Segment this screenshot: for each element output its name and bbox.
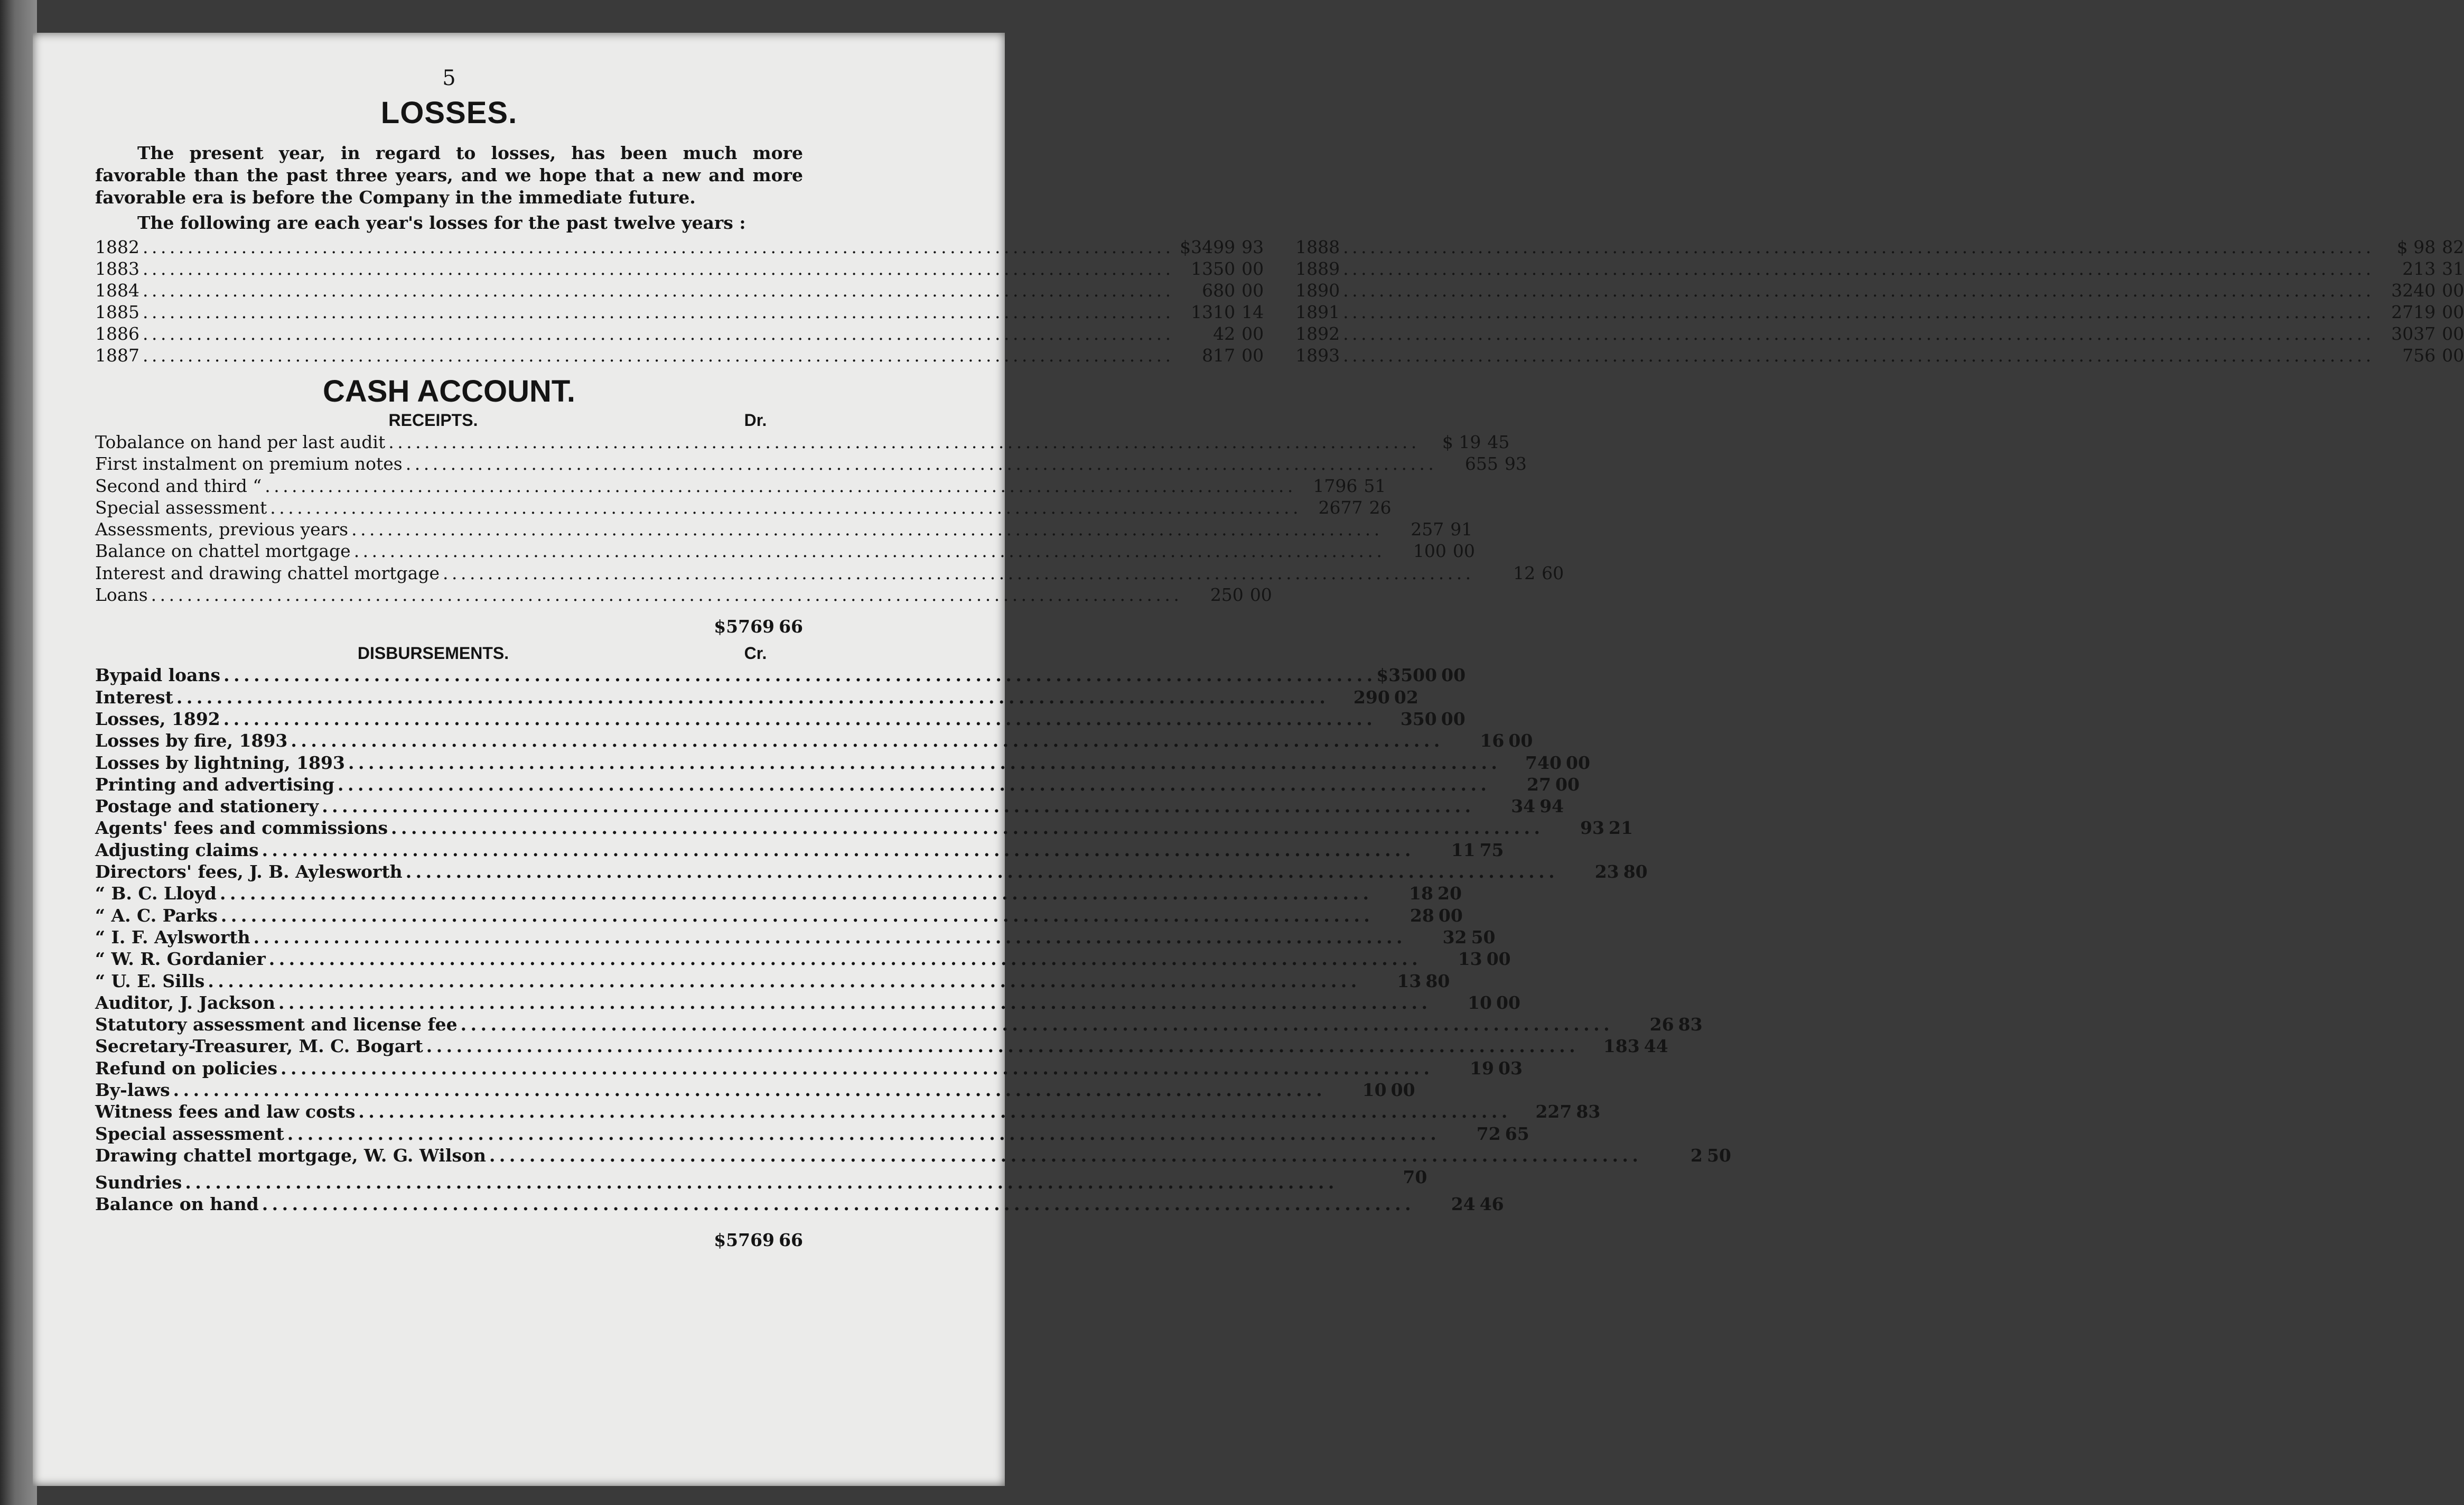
ledger-dollars: 655 <box>1464 453 1498 475</box>
ledger-label: “ B. C. Lloyd <box>95 883 217 904</box>
ledger-cents: 83 <box>1678 1014 1703 1035</box>
ledger-dollars: 19 <box>1470 1057 1494 1079</box>
ledger-label: Special assessment <box>95 497 267 518</box>
ledger-cents: 00 <box>1452 541 1475 562</box>
ledger-label: Adjusting claims <box>95 839 259 860</box>
leader-dots <box>287 1123 1435 1145</box>
ledger-dollars: 24 <box>1451 1193 1476 1214</box>
adjacent-page-edge <box>0 0 37 1505</box>
leader-dots <box>254 926 1402 948</box>
receipts-heading-row <box>95 409 803 431</box>
ledger-cents: 93 <box>1504 453 1527 475</box>
ledger-cents: 94 <box>1539 796 1564 817</box>
receipts-total-row <box>95 616 803 637</box>
losses-intro-text: The following are each year's losses for the past twelve years : <box>137 212 746 233</box>
loss-year-row <box>95 258 1264 280</box>
loss-year-row <box>1295 280 2464 301</box>
ledger-dollars: 257 <box>1411 519 1444 540</box>
ledger-label: Interest <box>95 686 173 708</box>
ledger-row <box>95 686 1418 708</box>
ledger-label: Agents' fees and commissions <box>95 817 388 839</box>
loss-year: 1882 <box>95 237 139 257</box>
ledger-dollars: 13 <box>1397 970 1422 991</box>
leader-dots <box>173 1079 1321 1101</box>
loss-cents: 93 <box>1242 237 1264 257</box>
loss-year: 1883 <box>95 258 139 279</box>
ledger-cents: 00 <box>1390 1080 1415 1101</box>
ledger-cents: 45 <box>1487 432 1510 452</box>
leader-dots <box>322 795 1470 817</box>
ledger-dollars: 72 <box>1476 1123 1501 1144</box>
ledger-dollars: 27 <box>1526 774 1551 795</box>
ledger-cents: 00 <box>1508 730 1533 751</box>
leader-dots <box>143 301 1170 323</box>
ledger-cents: 44 <box>1644 1036 1668 1057</box>
cash-account-title: CASH ACCOUNT. <box>323 374 575 408</box>
leader-dots <box>426 1035 1574 1057</box>
loss-year-row <box>95 301 1264 323</box>
ledger-label: Postage and stationery <box>95 796 319 817</box>
ledger-row <box>95 861 1648 882</box>
leader-dots <box>269 948 1417 970</box>
ledger-cents: 50 <box>1471 926 1496 947</box>
loss-year: 1888 <box>1295 237 1340 257</box>
ledger-dollars: 2 <box>1690 1145 1703 1166</box>
ledger-dollars: $ 19 <box>1442 432 1481 452</box>
ledger-dollars: $3500 <box>1376 665 1438 686</box>
ledger-cents: 00 <box>1249 584 1272 606</box>
ledger-cents: 00 <box>1441 708 1466 729</box>
ledger-dollars <box>1336 1166 1398 1188</box>
losses-paragraph <box>95 142 803 209</box>
leader-dots <box>391 817 1539 839</box>
ledger-label: First instalment on premium notes <box>95 453 403 475</box>
loss-year: 1885 <box>95 302 139 322</box>
leader-dots <box>176 686 1324 708</box>
loss-dollars: 1350 <box>1191 258 1236 279</box>
loss-year-row <box>1295 345 2464 366</box>
leader-dots <box>143 258 1170 280</box>
ledger-row <box>95 584 1272 606</box>
leader-dots <box>1343 280 2370 301</box>
ledger-dollars: 10 <box>1468 992 1492 1013</box>
ledger-dollars: 10 <box>1362 1080 1387 1101</box>
ledger-row <box>95 730 1533 751</box>
leader-dots <box>143 323 1170 345</box>
loss-year-row <box>95 345 1264 366</box>
ledger-label: Balance on hand <box>95 1193 259 1214</box>
ledger-dollars: 740 <box>1525 752 1562 773</box>
ledger-cents: 03 <box>1498 1057 1523 1079</box>
leader-dots <box>354 540 1381 562</box>
ledger-label: Second and third “ <box>95 475 262 496</box>
ledger-dollars: 13 <box>1458 949 1482 970</box>
leader-dots <box>278 992 1426 1014</box>
leader-dots <box>461 1014 1609 1035</box>
ledger-row <box>95 1014 1703 1035</box>
ledger-dollars: 16 <box>1480 730 1505 751</box>
loss-dollars: $3499 <box>1180 237 1236 257</box>
loss-year-row <box>95 280 1264 301</box>
ledger-dollars: 2677 <box>1318 497 1363 518</box>
ledger-label: Assessments, previous years <box>95 519 349 540</box>
ledger-row <box>95 453 1527 475</box>
ledger-row <box>95 970 1450 992</box>
leader-dots <box>348 752 1496 774</box>
loss-year-row <box>1295 301 2464 323</box>
loss-cents: 00 <box>2442 345 2464 366</box>
ledger-label: By-laws <box>95 1080 170 1101</box>
loss-year: 1890 <box>1295 280 1340 301</box>
loss-cents: 00 <box>1242 345 1264 366</box>
loss-cents: 00 <box>1242 280 1264 301</box>
ledger-label: Drawing chattel mortgage, W. G. Wilson <box>95 1145 486 1166</box>
receipts-heading: RECEIPTS. <box>388 411 478 430</box>
ledger-row <box>95 948 1511 970</box>
ledger-label: Auditor, J. Jackson <box>95 992 275 1013</box>
losses-left-column <box>95 236 1264 366</box>
ledger-cents: 80 <box>1623 861 1648 882</box>
loss-dollars: 3037 <box>2391 323 2436 344</box>
ledger-row <box>95 1101 1601 1122</box>
ledger-label: Losses by lightning, 1893 <box>95 752 345 773</box>
losses-by-year-table <box>95 236 2464 366</box>
disbursements-total-row <box>95 1230 803 1250</box>
leader-dots <box>1343 236 2370 258</box>
loss-cents: 00 <box>2442 280 2464 301</box>
ledger-row <box>95 664 1466 686</box>
ledger-dollars: 23 <box>1594 861 1619 882</box>
leader-dots <box>143 345 1170 366</box>
ledger-cents: 26 <box>1369 497 1392 518</box>
ledger-dollars: 100 <box>1413 541 1446 562</box>
loss-year-row <box>95 236 1264 258</box>
ledger-dollars: 34 <box>1511 796 1536 817</box>
loss-dollars: 1310 <box>1191 302 1236 322</box>
ledger-cents: 75 <box>1479 839 1504 860</box>
ledger-row <box>95 905 1463 926</box>
disbursements-total-cents: 66 <box>779 1230 803 1251</box>
ledger-label: “ U. E. Sills <box>95 970 205 991</box>
ledger-label: Witness fees and law costs <box>95 1101 356 1122</box>
ledger-row <box>95 839 1504 861</box>
ledger-prefix: By <box>95 665 120 686</box>
loss-year: 1886 <box>95 323 139 344</box>
leader-dots <box>1343 323 2370 345</box>
ledger-row <box>95 1166 1427 1193</box>
ledger-dollars: 11 <box>1451 839 1476 860</box>
loss-year-row <box>1295 258 2464 280</box>
loss-cents: 00 <box>2442 302 2464 322</box>
ledger-cents: 00 <box>1441 665 1466 686</box>
ledger-cents: 00 <box>1555 774 1580 795</box>
disbursements-table <box>95 664 1731 1215</box>
leader-dots <box>262 839 1410 861</box>
ledger-dollars: 290 <box>1353 686 1390 708</box>
ledger-row <box>95 992 1520 1014</box>
receipts-table <box>95 431 1564 606</box>
loss-cents: 00 <box>2442 323 2464 344</box>
loss-year-row <box>95 323 1264 345</box>
ledger-cents: 00 <box>1496 992 1520 1013</box>
ledger-row <box>95 774 1580 795</box>
ledger-dollars: 250 <box>1210 584 1244 606</box>
document-page <box>33 33 2464 1486</box>
ledger-cents: 70 <box>1403 1167 1427 1188</box>
ledger-dollars: 12 <box>1513 562 1536 583</box>
leader-dots <box>223 664 1371 686</box>
ledger-row <box>95 475 1386 497</box>
page-number: 5 <box>442 66 456 90</box>
leader-dots <box>489 1145 1637 1166</box>
ledger-row <box>95 1057 1523 1079</box>
ledger-dollars: 350 <box>1400 708 1437 729</box>
ledger-cents: 20 <box>1438 883 1462 904</box>
ledger-label: paid loans <box>120 665 221 686</box>
ledger-dollars: 93 <box>1580 817 1604 839</box>
loss-dollars: 817 <box>1202 345 1236 366</box>
ledger-label: Interest and drawing chattel mortgage <box>95 562 440 583</box>
ledger-cents: 02 <box>1394 686 1418 708</box>
ledger-dollars: 26 <box>1649 1014 1674 1035</box>
ledger-row <box>95 752 1590 774</box>
page-content <box>95 64 2464 1251</box>
ledger-row <box>95 708 1466 730</box>
ledger-cents: 00 <box>1565 752 1590 773</box>
leader-dots <box>358 1101 1506 1122</box>
ledger-label: Directors' fees, J. B. Aylesworth <box>95 861 403 882</box>
ledger-row <box>95 882 1462 904</box>
disbursements-heading-row <box>95 642 803 664</box>
ledger-cents: 46 <box>1479 1193 1504 1214</box>
leader-dots <box>270 497 1297 518</box>
ledger-prefix: To <box>95 432 116 452</box>
disbursements-heading: DISBURSEMENTS. <box>357 644 509 663</box>
ledger-cents: 00 <box>1486 949 1511 970</box>
ledger-dollars: 1796 <box>1313 475 1358 496</box>
leader-dots <box>281 1057 1429 1079</box>
ledger-row <box>95 1145 1731 1166</box>
loss-dollars: 680 <box>1202 280 1236 301</box>
leader-dots <box>443 562 1470 584</box>
credit-label: Cr. <box>744 644 767 663</box>
ledger-label: Losses, 1892 <box>95 708 220 729</box>
losses-title: LOSSES. <box>380 96 518 130</box>
ledger-row <box>95 1193 1504 1215</box>
ledger-label: “ A. C. Parks <box>95 905 218 926</box>
ledger-label: Statutory assessment and license fee <box>95 1014 458 1035</box>
ledger-label: Refund on policies <box>95 1057 278 1079</box>
losses-right-column <box>1295 236 2464 366</box>
ledger-row <box>95 431 1510 453</box>
leader-dots <box>151 584 1178 606</box>
leader-dots <box>221 905 1369 926</box>
ledger-label: Losses by fire, 1893 <box>95 730 288 751</box>
ledger-cents: 91 <box>1450 519 1473 540</box>
loss-year: 1892 <box>1295 323 1340 344</box>
leader-dots <box>1343 258 2370 280</box>
ledger-row <box>95 497 1392 518</box>
ledger-cents: 00 <box>1438 905 1463 926</box>
ledger-dollars: 183 <box>1603 1036 1640 1057</box>
ledger-dollars: 32 <box>1442 926 1467 947</box>
leader-dots <box>143 280 1170 301</box>
loss-dollars: 42 <box>1213 323 1236 344</box>
ledger-cents: 80 <box>1425 970 1450 991</box>
leader-dots <box>220 882 1368 904</box>
loss-cents: 82 <box>2442 237 2464 257</box>
loss-year: 1884 <box>95 280 139 301</box>
leader-dots <box>185 1172 1333 1193</box>
ledger-cents: 83 <box>1576 1101 1601 1122</box>
leader-dots <box>143 236 1170 258</box>
loss-dollars: 3240 <box>2391 280 2436 301</box>
ledger-dollars: 28 <box>1410 905 1434 926</box>
ledger-cents: 21 <box>1609 817 1633 839</box>
leader-dots <box>1343 301 2370 323</box>
loss-year: 1887 <box>95 345 139 366</box>
disbursements-total-dollars: $5769 <box>714 1230 774 1251</box>
ledger-label: “ I. F. Aylsworth <box>95 926 250 947</box>
ledger-row <box>95 540 1475 562</box>
leader-dots <box>265 475 1292 497</box>
ledger-cents: 51 <box>1364 475 1386 496</box>
losses-intro <box>95 212 803 234</box>
ledger-dollars: 227 <box>1535 1101 1572 1122</box>
loss-year: 1891 <box>1295 302 1340 322</box>
ledger-label: balance on hand per last audit <box>116 432 386 452</box>
leader-dots <box>351 518 1378 540</box>
loss-dollars: 756 <box>2402 345 2436 366</box>
leader-dots <box>291 730 1439 751</box>
ledger-label: Printing and advertising <box>95 774 334 795</box>
ledger-cents: 65 <box>1505 1123 1529 1144</box>
losses-paragraph-text: The present year, in regard to losses, has been much more favorable than the past three years, and we hope that a new and more favorable era is before the Company in the immediate future. <box>95 143 803 208</box>
ledger-row <box>95 562 1564 584</box>
loss-year-row <box>1295 323 2464 345</box>
ledger-label: Secretary-Treasurer, M. C. Bogart <box>95 1036 423 1057</box>
loss-cents: 00 <box>1242 258 1264 279</box>
ledger-cents: 50 <box>1706 1145 1731 1166</box>
receipts-total-cents: 66 <box>779 616 803 637</box>
ledger-row <box>95 817 1633 839</box>
ledger-row <box>95 795 1564 817</box>
ledger-row <box>95 1035 1668 1057</box>
leader-dots <box>262 1193 1410 1215</box>
loss-year-row <box>1295 236 2464 258</box>
ledger-label: Special assessment <box>95 1123 284 1144</box>
loss-dollars: $ 98 <box>2396 237 2436 257</box>
ledger-label: Loans <box>95 584 148 606</box>
loss-cents: 31 <box>2442 258 2464 279</box>
loss-cents: 00 <box>1242 323 1264 344</box>
receipts-total-dollars: $5769 <box>714 616 774 637</box>
ledger-label: Balance on chattel mortgage <box>95 541 351 562</box>
leader-dots <box>406 453 1433 475</box>
debit-label: Dr. <box>744 411 767 430</box>
loss-dollars: 213 <box>2402 258 2436 279</box>
leader-dots <box>338 774 1486 795</box>
loss-year: 1889 <box>1295 258 1340 279</box>
leader-dots <box>1343 345 2370 366</box>
ledger-dollars: 18 <box>1409 883 1433 904</box>
ledger-label: Sundries <box>95 1172 182 1193</box>
leader-dots <box>208 970 1356 992</box>
leader-dots <box>406 861 1554 882</box>
leader-dots <box>388 431 1415 453</box>
ledger-row <box>95 518 1473 540</box>
ledger-row <box>95 1123 1529 1145</box>
ledger-row <box>95 926 1496 948</box>
ledger-row <box>95 1079 1415 1101</box>
ledger-label: “ W. R. Gordanier <box>95 949 266 970</box>
leader-dots <box>223 708 1371 730</box>
loss-cents: 14 <box>1242 302 1264 322</box>
ledger-cents: 60 <box>1542 562 1564 583</box>
loss-dollars: 2719 <box>2391 302 2436 322</box>
loss-year: 1893 <box>1295 345 1340 366</box>
